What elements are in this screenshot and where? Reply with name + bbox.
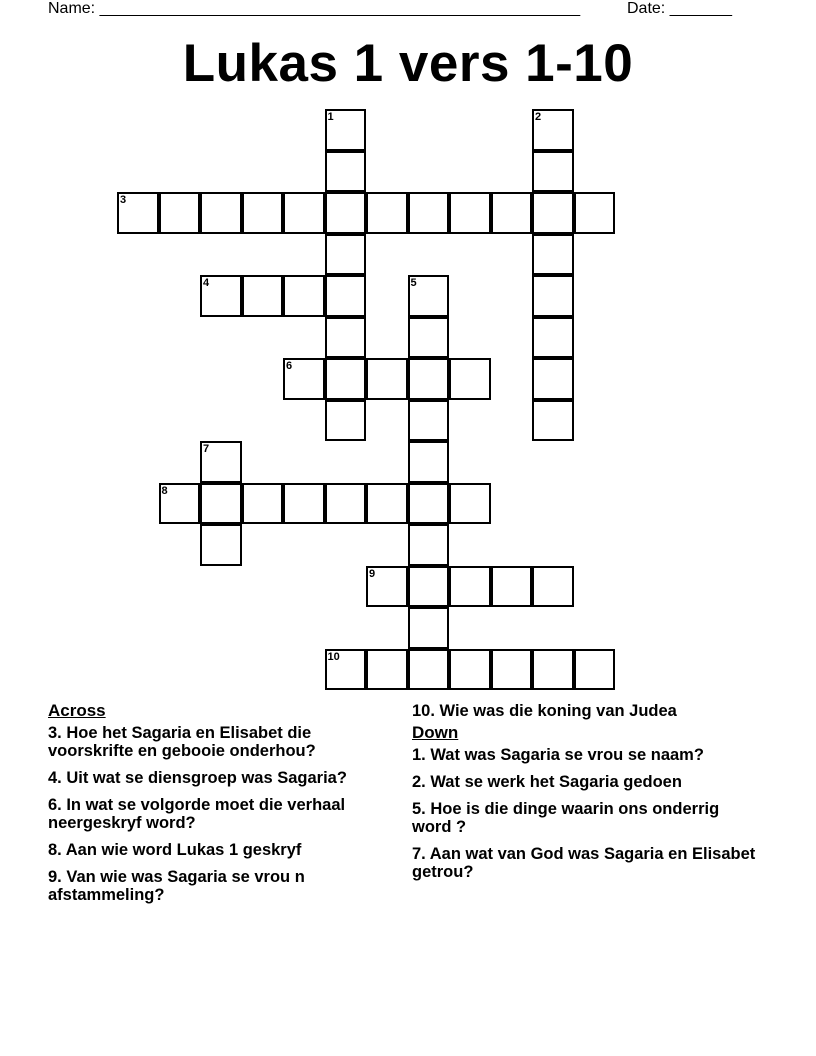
crossword-cell[interactable] <box>242 275 284 317</box>
clue-number: 5 <box>410 277 417 289</box>
crossword-cell[interactable] <box>408 358 450 400</box>
clue-across-9: 9. Van wie was Sagaria se vrou n afstammeling? <box>48 868 305 904</box>
page-title: Lukas 1 vers 1-10 <box>182 34 634 93</box>
crossword-cell[interactable] <box>283 192 325 234</box>
clue-number: 4 <box>203 277 210 289</box>
crossword-cell[interactable] <box>366 358 408 400</box>
crossword-cell[interactable] <box>325 192 367 234</box>
crossword-cell[interactable] <box>408 441 450 483</box>
crossword-cell[interactable] <box>408 400 450 442</box>
clue-across-4: 4. Uit wat se diensgroep was Sagaria? <box>48 769 347 787</box>
crossword-cell[interactable] <box>325 275 367 317</box>
crossword-cell[interactable] <box>325 317 367 359</box>
crossword-cell[interactable] <box>532 317 574 359</box>
crossword-cell[interactable] <box>325 483 367 525</box>
clue-down-7: 7. Aan wat van God was Sagaria en Elisabet getrou? <box>412 845 756 881</box>
crossword-cell[interactable] <box>325 234 367 276</box>
crossword-cell[interactable] <box>491 649 533 691</box>
crossword-cell[interactable] <box>532 649 574 691</box>
clue-number: 2 <box>535 111 542 123</box>
crossword-cell[interactable] <box>325 649 367 691</box>
crossword-cell[interactable] <box>408 524 450 566</box>
crossword-cell[interactable] <box>491 566 533 608</box>
clue-across-8: 8. Aan wie word Lukas 1 geskryf <box>48 841 302 859</box>
crossword-cell[interactable] <box>449 192 491 234</box>
crossword-cell[interactable] <box>574 192 616 234</box>
clue-down-5: 5. Hoe is die dinge waarin ons onderrig word ? <box>412 800 720 836</box>
crossword-cell[interactable] <box>408 566 450 608</box>
crossword-cell[interactable] <box>283 275 325 317</box>
down-clues <box>412 702 762 890</box>
clue-number: 1 <box>327 111 334 123</box>
clue-down-2: 2. Wat se werk het Sagaria gedoen <box>412 773 682 791</box>
clue-down-1: 1. Wat was Sagaria se vrou se naam? <box>412 746 704 764</box>
crossword-cell[interactable] <box>200 524 242 566</box>
crossword-cell[interactable] <box>408 649 450 691</box>
crossword-cell[interactable] <box>325 109 367 151</box>
crossword-cell[interactable] <box>408 275 450 317</box>
crossword-cell[interactable] <box>200 192 242 234</box>
crossword-cell[interactable] <box>408 192 450 234</box>
crossword-cell[interactable] <box>242 192 284 234</box>
clue-number: 6 <box>286 360 293 372</box>
clue-across-3: 3. Hoe het Sagaria en Elisabet die voorskrifte en gebooie onderhou? <box>48 724 316 760</box>
crossword-cell[interactable] <box>200 275 242 317</box>
across-clues <box>48 702 388 913</box>
crossword-cell[interactable] <box>532 234 574 276</box>
crossword-cell[interactable] <box>574 649 616 691</box>
crossword-cell[interactable] <box>242 483 284 525</box>
crossword-cell[interactable] <box>159 483 201 525</box>
crossword-cell[interactable] <box>491 192 533 234</box>
crossword-cell[interactable] <box>408 317 450 359</box>
crossword-cell[interactable] <box>325 400 367 442</box>
crossword-cell[interactable] <box>532 192 574 234</box>
crossword-cell[interactable] <box>325 358 367 400</box>
crossword-cell[interactable] <box>366 649 408 691</box>
date-field-label: Date: _______ <box>627 0 732 17</box>
crossword-cell[interactable] <box>449 358 491 400</box>
crossword-cell[interactable] <box>283 358 325 400</box>
crossword-cell[interactable] <box>366 566 408 608</box>
crossword-cell[interactable] <box>532 400 574 442</box>
clue-number: 8 <box>161 484 168 497</box>
crossword-cell[interactable] <box>532 151 574 193</box>
crossword-cell[interactable] <box>408 483 450 525</box>
clue-number: 9 <box>369 567 376 580</box>
clue-number: 3 <box>120 194 127 206</box>
crossword-cell[interactable] <box>200 441 242 483</box>
crossword-cell[interactable] <box>532 358 574 400</box>
down-heading: Down <box>412 723 459 742</box>
clue-across-10: 10. Wie was die koning van Judea <box>412 702 677 720</box>
crossword-cell[interactable] <box>532 109 574 151</box>
crossword-cell[interactable] <box>366 192 408 234</box>
crossword-cell[interactable] <box>159 192 201 234</box>
crossword-cell[interactable] <box>325 151 367 193</box>
across-heading: Across <box>48 701 106 720</box>
crossword-cell[interactable] <box>449 566 491 608</box>
crossword-cell[interactable] <box>449 649 491 691</box>
crossword-cell[interactable] <box>117 192 159 234</box>
crossword-cell[interactable] <box>449 483 491 525</box>
clue-across-6: 6. In wat se volgorde moet die verhaal neergeskryf word? <box>48 796 346 832</box>
clue-number: 7 <box>203 443 210 455</box>
crossword-cell[interactable] <box>532 275 574 317</box>
clue-number: 10 <box>327 650 340 663</box>
crossword-cell[interactable] <box>366 483 408 525</box>
crossword-cell[interactable] <box>408 607 450 649</box>
crossword-cell[interactable] <box>200 483 242 525</box>
crossword-cell[interactable] <box>283 483 325 525</box>
crossword-cell[interactable] <box>532 566 574 608</box>
name-field-label: Name: ______________________________________________________ <box>48 0 581 17</box>
